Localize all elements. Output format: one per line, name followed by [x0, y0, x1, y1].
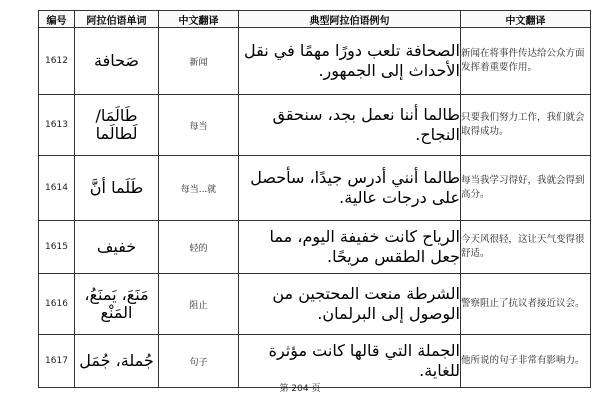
arabic-word: مَنَعَ، يَمنَعُ، المَنْع — [75, 274, 159, 335]
arabic-word: طَلَما أنَّ — [75, 156, 159, 221]
chinese-meaning: 阻止 — [159, 274, 239, 335]
example-sentence: طالما أنني أدرس جيدًا، سأحصل على درجات عالية. — [239, 156, 461, 221]
header-chinese-translation: 中文翻译 — [159, 11, 239, 28]
example-sentence: الرياح كانت خفيفة اليوم، مما جعل الطقس مريحًا. — [239, 221, 461, 274]
entry-number: 1617 — [39, 335, 75, 388]
table-header-row — [39, 11, 591, 28]
arabic-word: طَالَمَا/لَطالَما — [75, 95, 159, 156]
arabic-word: صَحافة — [75, 28, 159, 95]
sentence-translation: 他所说的句子非常有影响力。 — [461, 335, 591, 388]
chinese-meaning: 轻的 — [159, 221, 239, 274]
table-row — [39, 95, 591, 156]
entry-number: 1614 — [39, 156, 75, 221]
sentence-translation: 新闻在将事件传达给公众方面发挥着重要作用。 — [461, 28, 591, 95]
page-number: 第 204 页 — [279, 384, 321, 394]
table-row — [39, 156, 591, 221]
entry-number: 1612 — [39, 28, 75, 95]
example-sentence: الجملة التي قالها كانت مؤثرة للغاية. — [239, 335, 461, 388]
entry-number: 1613 — [39, 95, 75, 156]
vocabulary-table — [38, 10, 591, 388]
chinese-meaning: 句子 — [159, 335, 239, 388]
header-arabic-word: 阿拉伯语单词 — [75, 11, 159, 28]
example-sentence: الصحافة تلعب دورًا مهمًا في نقل الأحداث إلى الجمهور. — [239, 28, 461, 95]
example-sentence: طالما أننا نعمل بجد، سنحقق النجاح. — [239, 95, 461, 156]
arabic-word: جُملة، جُمَل — [75, 335, 159, 388]
header-number: 编号 — [39, 11, 75, 28]
sentence-translation: 只要我们努力工作，我们就会取得成功。 — [461, 95, 591, 156]
entry-number: 1616 — [39, 274, 75, 335]
chinese-meaning: 每当 — [159, 95, 239, 156]
table-row — [39, 28, 591, 95]
header-sentence-translation: 中文翻译 — [461, 11, 591, 28]
table-row — [39, 274, 591, 335]
table-row — [39, 221, 591, 274]
arabic-word: خفيف — [75, 221, 159, 274]
sentence-translation: 每当我学习得好，我就会得到高分。 — [461, 156, 591, 221]
header-example-sentence: 典型阿拉伯语例句 — [239, 11, 461, 28]
chinese-meaning: 每当...就 — [159, 156, 239, 221]
table-row — [39, 335, 591, 388]
chinese-meaning: 新闻 — [159, 28, 239, 95]
sentence-translation: 警察阻止了抗议者接近议会。 — [461, 274, 591, 335]
example-sentence: الشرطة منعت المحتجين من الوصول إلى البرلمان. — [239, 274, 461, 335]
entry-number: 1615 — [39, 221, 75, 274]
sentence-translation: 今天风很轻，这让天气变得很舒适。 — [461, 221, 591, 274]
